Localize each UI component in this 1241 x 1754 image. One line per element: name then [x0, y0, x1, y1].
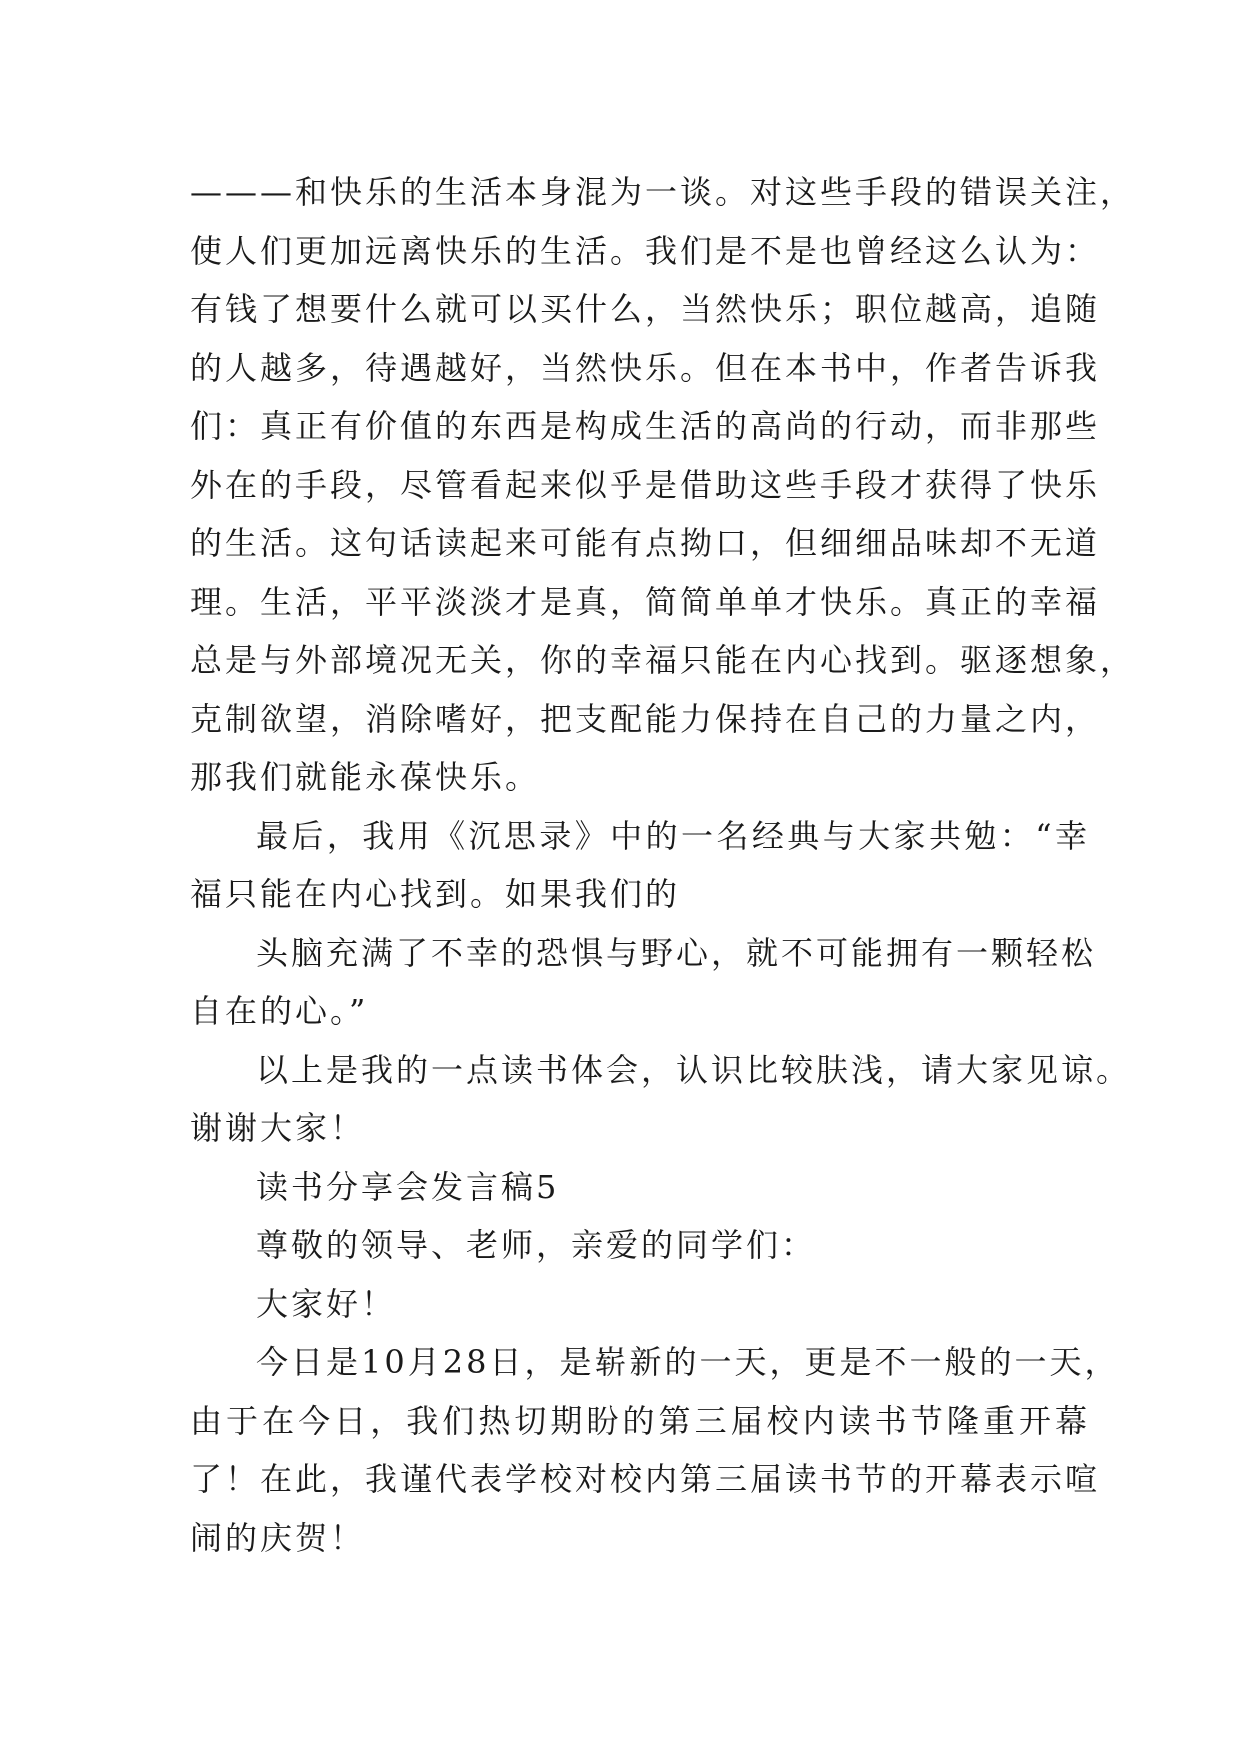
text-line-9: 总是与外部境况无关，你的幸福只能在内心找到。驱逐想象，: [190, 641, 1136, 679]
text-line-5: 们：真正有价值的东西是构成生活的高尚的行动，而非那些: [190, 407, 1101, 445]
text-line-11: 那我们就能永葆快乐。: [190, 758, 541, 796]
text-line-24: 闹的庆贺！: [190, 1518, 366, 1557]
text-line-15: 自在的心。”: [190, 992, 369, 1030]
text-line-7: 的生活。这句话读起来可能有点拗口，但细细品味却不无道: [190, 524, 1101, 562]
text-line-12: 最后，我用《沉思录》中的一名经典与大家共勉：“幸: [256, 816, 1090, 855]
text-line-2: 使人们更加远离快乐的生活。我们是不是也曾经这么认为：: [190, 231, 1101, 270]
text-line-8: 理。生活，平平淡淡才是真，简简单单才快乐。真正的幸福: [190, 582, 1101, 621]
text-line-4: 的人越多，待遇越好，当然快乐。但在本书中，作者告诉我: [190, 348, 1101, 387]
text-line-13: 福只能在内心找到。如果我们的: [190, 875, 681, 913]
text-line-16: 以上是我的一点读书体会，认识比较肤浅，请大家见谅。: [256, 1050, 1132, 1089]
text-line-22: 由于在今日，我们热切期盼的第三届校内读书节隆重开幕: [190, 1401, 1090, 1440]
salutation: 尊敬的领导、老师，亲爱的同学们：: [256, 1226, 817, 1264]
greeting: 大家好！: [256, 1284, 397, 1323]
body-text: [190, 163, 1136, 1567]
text-line-21: 今日是10月28日，是崭新的一天，更是不一般的一天，: [256, 1343, 1120, 1381]
text-line-14: 头脑充满了不幸的恐惧与野心，就不可能拥有一颗轻松: [256, 933, 1097, 972]
text-line-3: 有钱了想要什么就可以买什么，当然快乐；职位越高，追随: [190, 290, 1101, 328]
section-heading: 读书分享会发言稿5: [256, 1167, 560, 1206]
text-line-17: 谢谢大家！: [190, 1109, 366, 1147]
text-line-1: ———和快乐的生活本身混为一谈。对这些手段的错误关注，: [190, 173, 1136, 211]
text-line-6: 外在的手段，尽管看起来似乎是借助这些手段才获得了快乐: [190, 465, 1101, 504]
text-line-10: 克制欲望，消除嗜好，把支配能力保持在自己的力量之内，: [190, 699, 1101, 738]
text-line-23: 了！在此，我谨代表学校对校内第三届读书节的开幕表示喧: [190, 1460, 1101, 1498]
